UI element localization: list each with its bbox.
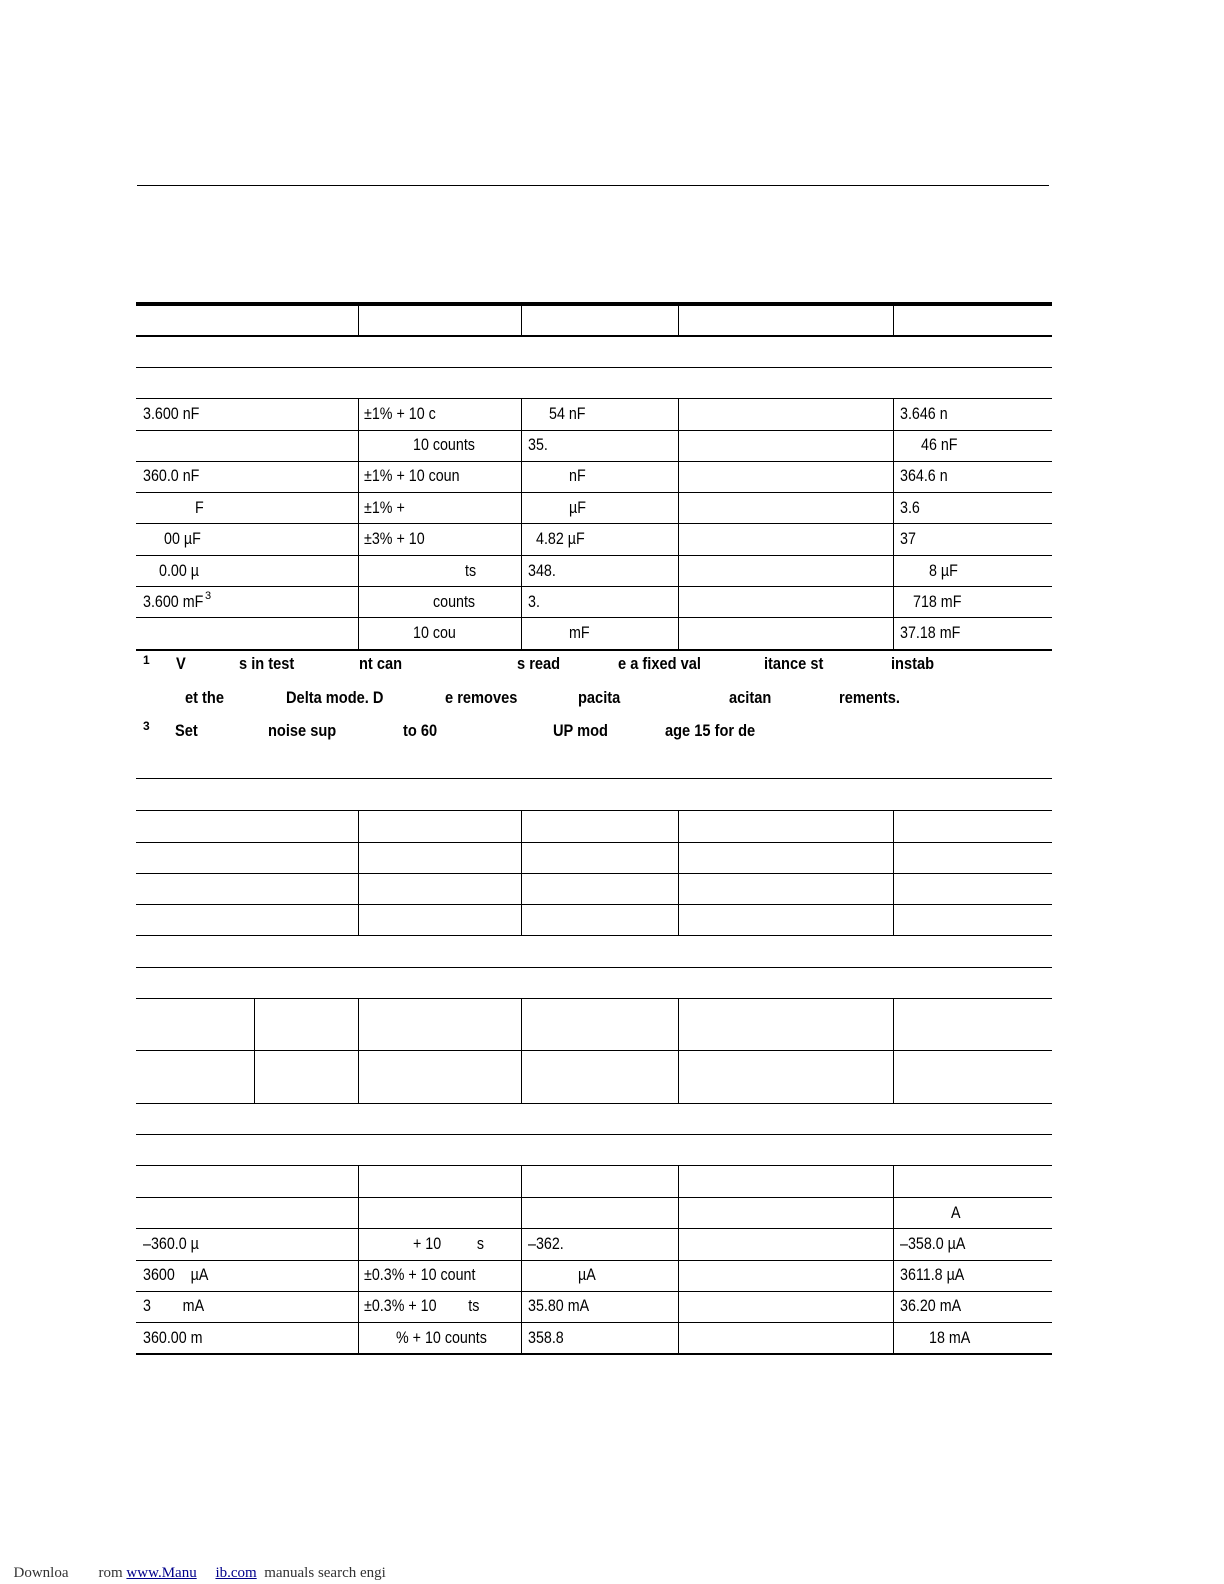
table-rule	[136, 873, 1052, 874]
column-divider	[893, 810, 894, 935]
cell-low-limit: 4.82 µF	[536, 529, 585, 548]
table-rule	[136, 778, 1052, 779]
cell-range: 360.00 m	[143, 1328, 203, 1347]
footnote-text: UP mod	[553, 721, 608, 740]
column-divider	[521, 810, 522, 935]
cell-accuracy: ±0.3% + 10 ts	[364, 1296, 480, 1315]
cell-high-limit: 37.18 mF	[900, 623, 961, 642]
cell-low-limit: 54 nF	[549, 404, 586, 423]
cell-accuracy: counts	[433, 592, 476, 611]
cell-high-limit: 8 µF	[929, 561, 958, 580]
cell-low-limit: µF	[569, 498, 586, 517]
footnote-text: s in test	[239, 654, 295, 673]
table-rule	[136, 1050, 1052, 1051]
cell-low-limit: 35.80 mA	[528, 1296, 590, 1315]
table-rule	[136, 935, 1052, 936]
table-rule	[136, 998, 1052, 999]
cell-range: 3600 µA	[143, 1265, 209, 1284]
footer-link[interactable]: ib.com	[215, 1565, 257, 1581]
table-rule	[136, 1165, 1052, 1166]
table-rule	[136, 904, 1052, 905]
cell-accuracy: ±1% +	[364, 498, 405, 517]
cell-high-limit: 37	[900, 529, 916, 548]
cell-high-limit: 3.6	[900, 498, 920, 517]
footnote-text: age 15 for de	[665, 721, 756, 740]
footnote-text: s read	[517, 654, 561, 673]
cell-range: 0.00 µ	[159, 561, 199, 580]
footnote-text: e a fixed val	[618, 654, 701, 673]
footnote-mark: 1	[143, 653, 150, 667]
footnote-text: itance st	[764, 654, 824, 673]
cell-accuracy: ±3% + 10	[364, 529, 425, 548]
footnote-text: V	[176, 654, 186, 673]
cell-range: F	[195, 498, 204, 517]
cell-accuracy: 10 counts	[413, 435, 475, 454]
cell-accuracy: ±1% + 10 c	[364, 404, 436, 423]
download-footer	[6, 1540, 386, 1581]
cell-low-limit: mF	[569, 623, 590, 642]
column-divider	[678, 398, 679, 649]
footnote-mark: 3	[143, 719, 150, 733]
footer-text: rom	[98, 1565, 123, 1581]
footnote-text: acitan	[729, 688, 772, 707]
cell-high-limit: 3.646 n	[900, 404, 948, 423]
cell-high-limit: 718 mF	[913, 592, 962, 611]
table-rule	[136, 810, 1052, 811]
table-rule	[136, 555, 1052, 556]
column-divider	[678, 304, 679, 336]
column-divider	[358, 810, 359, 935]
column-divider	[893, 998, 894, 1103]
footnote-text: rements.	[839, 688, 900, 707]
cell-accuracy: ±0.3% + 10 count	[364, 1265, 476, 1284]
cell-range: 00 µF	[164, 529, 201, 548]
footnote-reference: 3	[205, 590, 212, 602]
footer-link[interactable]: www.Manu	[126, 1565, 197, 1581]
footnote-text: Delta mode. D	[286, 688, 384, 707]
column-divider	[893, 1165, 894, 1353]
cell-low-limit: –362.	[528, 1234, 564, 1253]
footnote-text: e removes	[445, 688, 518, 707]
cell-high-limit: –358.0 µA	[900, 1234, 966, 1253]
cell-range: 3.600 mF	[143, 592, 204, 611]
page-header-rule	[137, 185, 1049, 186]
table-header-rule	[136, 335, 1052, 337]
cell-low-limit: 358.8	[528, 1328, 564, 1347]
cell-high-limit: 46 nF	[921, 435, 958, 454]
table-rule	[136, 1103, 1052, 1104]
cell-high-limit: 3611.8 µA	[900, 1265, 965, 1284]
table-rule	[136, 967, 1052, 968]
cell-low-limit: 348.	[528, 561, 556, 580]
table-rule	[136, 842, 1052, 843]
cell-low-limit: 35.	[528, 435, 548, 454]
column-divider	[358, 304, 359, 336]
cell-accuracy: ts	[465, 561, 477, 580]
cell-range: 3.600 nF	[143, 404, 200, 423]
table-rule	[136, 367, 1052, 368]
cell-high-limit: 36.20 mA	[900, 1296, 962, 1315]
footnote-text: Set	[175, 721, 198, 740]
footnote-text: pacita	[578, 688, 621, 707]
cell-low-limit: nF	[569, 466, 586, 485]
table-rule	[136, 1197, 1052, 1198]
cell-high-limit: 364.6 n	[900, 466, 948, 485]
column-divider	[358, 998, 359, 1103]
column-header-unit: A	[951, 1203, 961, 1222]
column-divider	[678, 1165, 679, 1353]
footnote-text: et the	[185, 688, 224, 707]
footnote-text: to 60	[403, 721, 438, 740]
table-rule	[136, 1134, 1052, 1135]
cell-accuracy: ±1% + 10 coun	[364, 466, 460, 485]
cell-high-limit: 18 mA	[929, 1328, 971, 1347]
cell-range: 3 mA	[143, 1296, 205, 1315]
column-divider	[521, 304, 522, 336]
column-divider	[893, 398, 894, 649]
cell-low-limit: µA	[578, 1265, 596, 1284]
column-divider	[521, 398, 522, 649]
column-divider	[893, 304, 894, 336]
cell-accuracy: 10 cou	[413, 623, 456, 642]
cell-range: –360.0 µ	[143, 1234, 199, 1253]
table-bottom-rule	[136, 1353, 1052, 1355]
footnote-text: nt can	[359, 654, 403, 673]
column-divider	[254, 998, 255, 1103]
column-divider	[358, 398, 359, 649]
column-divider	[521, 1165, 522, 1353]
table-rule	[136, 430, 1052, 431]
footnote-text: noise sup	[268, 721, 337, 740]
cell-low-limit: 3.	[528, 592, 540, 611]
cell-accuracy: + 10 s	[413, 1234, 485, 1253]
footnote-text: instab	[891, 654, 935, 673]
footer-suffix: manuals search engi	[264, 1565, 386, 1581]
table-rule	[136, 1322, 1052, 1323]
table-top-rule	[136, 302, 1052, 306]
column-divider	[678, 810, 679, 935]
cell-range: 360.0 nF	[143, 466, 200, 485]
column-divider	[521, 998, 522, 1103]
footer-prefix: Downloa	[13, 1565, 69, 1581]
column-divider	[678, 998, 679, 1103]
cell-accuracy: % + 10 counts	[396, 1328, 487, 1347]
column-divider	[358, 1165, 359, 1353]
